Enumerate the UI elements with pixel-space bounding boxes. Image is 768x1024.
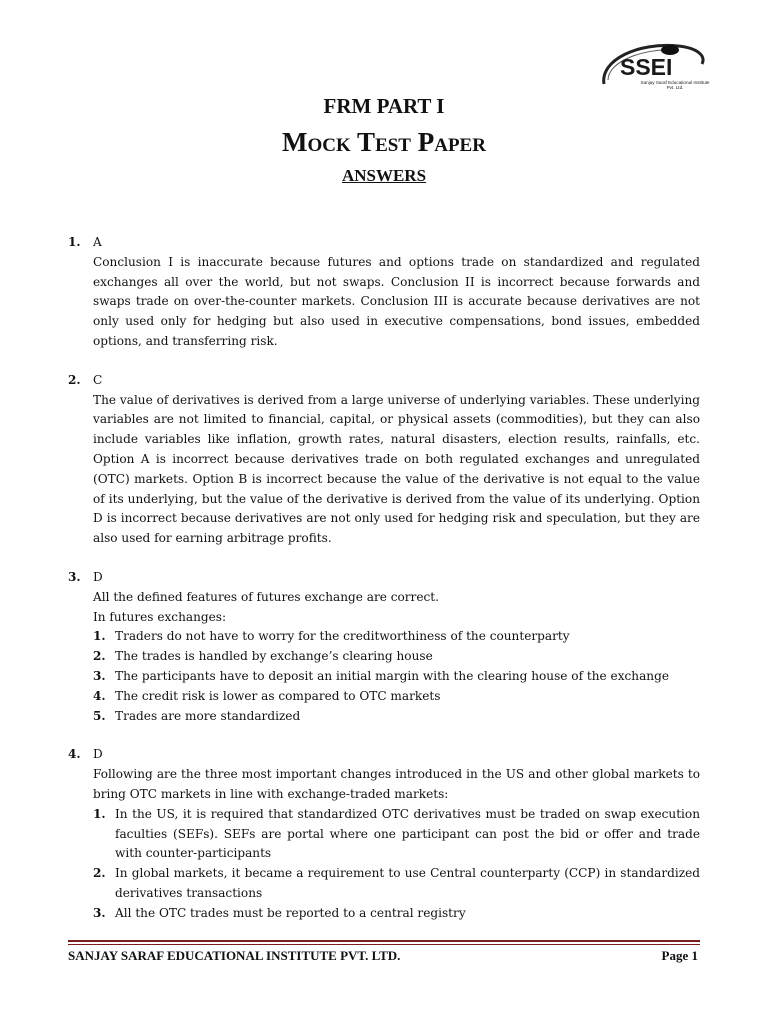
list-item bbox=[93, 864, 700, 904]
list-item bbox=[93, 687, 700, 707]
list-number: 3. bbox=[93, 905, 106, 920]
list-text: In global markets, it became a requirement to use Central counterparty (CCP) in standardized derivatives transactions bbox=[115, 866, 700, 900]
list-item bbox=[93, 627, 700, 647]
list-text: The credit risk is lower as compared to OTC markets bbox=[115, 688, 441, 703]
footer-divider bbox=[68, 940, 700, 942]
list-text: Traders do not have to worry for the creditworthiness of the counterparty bbox=[115, 629, 570, 644]
answer-letter: D bbox=[93, 747, 103, 762]
answers-heading: ANSWERS bbox=[341, 166, 427, 185]
answer-letter: A bbox=[93, 235, 102, 249]
page-number: Page 1 bbox=[661, 948, 698, 963]
list-item bbox=[93, 667, 700, 687]
question-number: 3. bbox=[68, 569, 81, 584]
list-number: 1. bbox=[93, 629, 106, 644]
explanation-text: Conclusion I is inaccurate because futures and options trade on standardized and regulated exchanges all over the world, but not swaps. Conclusion II is incorrect because forwards and swaps trade on over-the-counter markets. Conclusion III is accurate because derivatives are not only used only for hedging but also used in executive compensations, bond issues, embedded options, and transferring risk. bbox=[93, 254, 700, 348]
exam-title: FRM PART I bbox=[323, 94, 445, 118]
list-text: All the OTC trades must be reported to a central registry bbox=[115, 905, 466, 920]
list-item bbox=[93, 707, 700, 727]
question-number: 4. bbox=[68, 747, 81, 762]
explanation-line: In futures exchanges: bbox=[93, 609, 227, 624]
list-item bbox=[93, 904, 700, 924]
answer-block-4 bbox=[68, 745, 700, 923]
list-number: 2. bbox=[93, 649, 106, 664]
list-item bbox=[93, 647, 700, 667]
list-text: Trades are more standardized bbox=[115, 708, 301, 723]
logo-text: SSEI bbox=[620, 54, 673, 80]
ssei-logo bbox=[598, 40, 708, 100]
answer-block-3 bbox=[68, 568, 700, 726]
list-number: 2. bbox=[93, 866, 106, 881]
answer-block-1 bbox=[68, 233, 700, 352]
list-text: The participants have to deposit an initial margin with the clearing house of the exchange bbox=[115, 668, 669, 683]
answer-block-2 bbox=[68, 371, 700, 549]
feature-list bbox=[93, 627, 700, 726]
logo-subtitle: Sanjay Saraf Educational Institute Pvt. Ltd. bbox=[640, 80, 710, 90]
list-number: 1. bbox=[93, 806, 106, 821]
list-number: 4. bbox=[93, 688, 106, 703]
answer-letter: C bbox=[93, 372, 103, 387]
explanation-text: Following are the three most important changes introduced in the US and other global markets to bring OTC markets in line with exchange-traded markets: bbox=[93, 767, 700, 801]
question-number: 2. bbox=[68, 372, 81, 387]
question-number: 1. bbox=[68, 235, 81, 249]
list-text: In the US, it is required that standardized OTC derivatives must be traded on swap execution faculties (SEFs). SEFs are portal where one participant can post the bid or offer and trade with counter-participants bbox=[115, 806, 700, 861]
footer-divider-thin bbox=[68, 944, 700, 945]
answers-body bbox=[68, 233, 700, 943]
footer-institute: SANJAY SARAF EDUCATIONAL INSTITUTE PVT. LTD. bbox=[68, 948, 401, 963]
changes-list bbox=[93, 805, 700, 924]
list-number: 3. bbox=[93, 668, 106, 683]
list-number: 5. bbox=[93, 708, 106, 723]
answer-letter: D bbox=[93, 569, 103, 584]
list-item bbox=[93, 805, 700, 864]
paper-title: Mock Test Paper bbox=[282, 127, 486, 157]
explanation-line: All the defined features of futures exchange are correct. bbox=[93, 589, 439, 604]
list-text: The trades is handled by exchange’s clearing house bbox=[115, 649, 433, 664]
explanation-text: The value of derivatives is derived from a large universe of underlying variables. These underlying variables are not limited to financial, capital, or physical assets (commodities), but they can also include variables like inflation, growth rates, natural disasters, election results, rainfalls, etc. Option A is incorrect because derivatives trade on both regulated exchanges and unregulated (OTC) markets. Option B is incorrect because the value of the derivative is not equal to the value of its underlying, but the value of the derivative is derived from the value of its underlying. Option D is incorrect because derivatives are not only used for hedging risk and speculation, but they are also used for earning arbitrage profits. bbox=[93, 392, 700, 546]
